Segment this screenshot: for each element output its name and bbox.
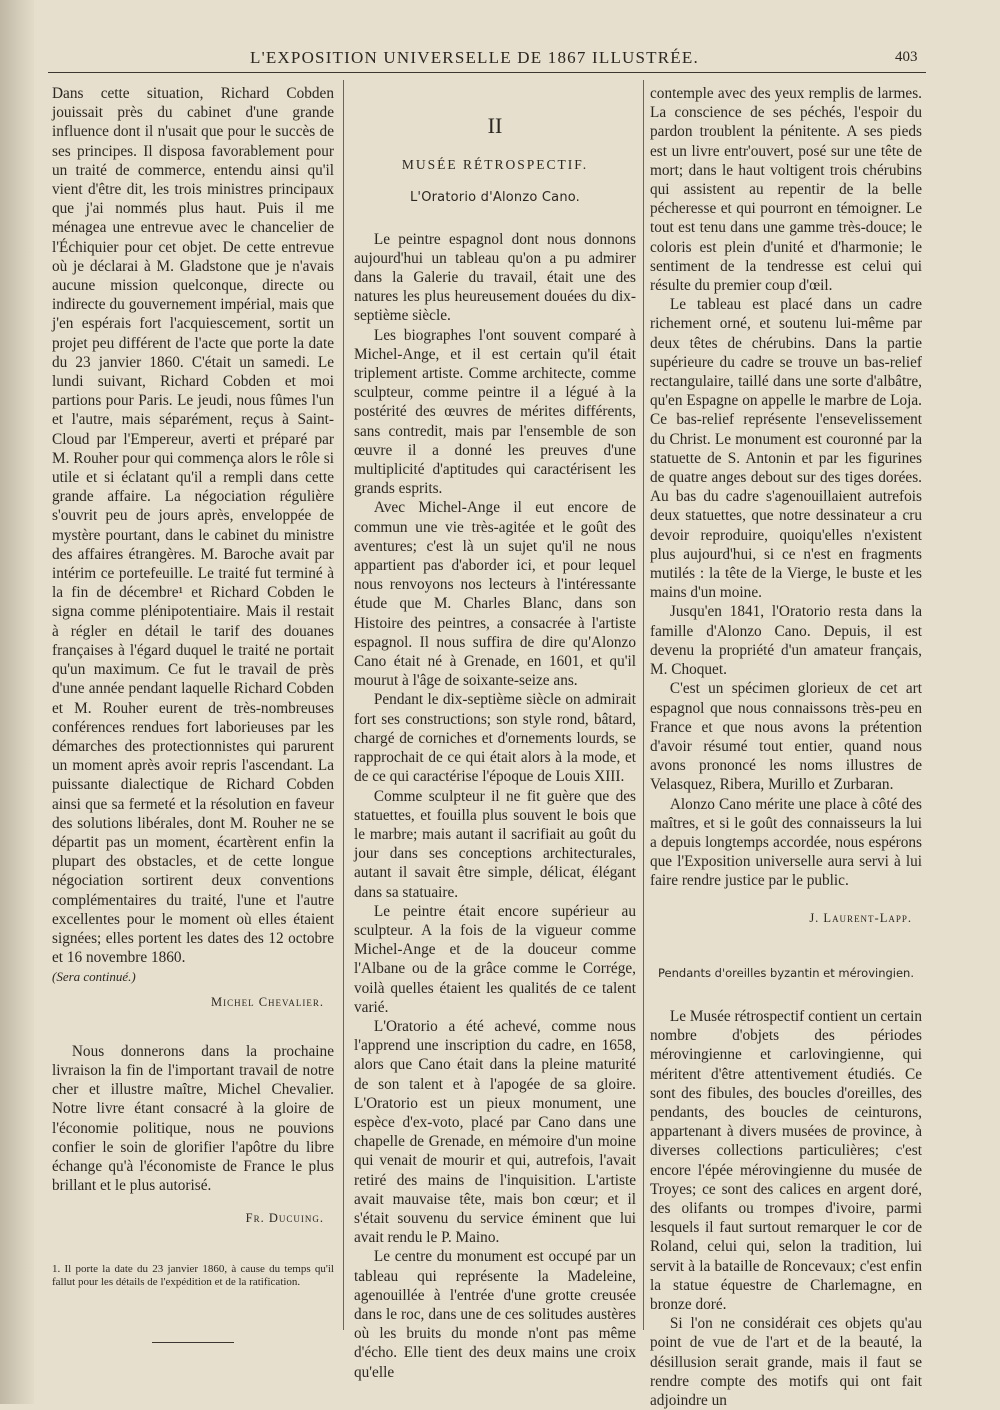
article-paragraph: Si l'on ne considérait ces objets qu'au point de vue de l'art et de la beauté, la désillusion serait grande, mais il faut se rendre compte des motifs qui ont fait adjoindre un [650,1315,922,1409]
section-title: MUSÉE RÉTROSPECTIF. [401,157,589,173]
editor-signature: Fr. Ducuing. [245,1211,324,1226]
article-paragraph: Pendant le dix-septième siècle on admirait fort ses constructions; son style rond, bâtard, chargé de corniches et d'ornements lourds, se rapprochait de ce qui était alors à la mode, et de ce qui caractérise l'époque de Louis XIII. [354,691,636,786]
column-3 [650,84,922,1410]
to-be-continued: (Sera continué.) [52,969,136,985]
footnote: 1. Il porte la date du 23 janvier 1860, à cause du temps qu'il fallut pour les détails de l'expédition et de la ratification. [52,1262,334,1289]
article-paragraph: Le tableau est placé dans un cadre richement orné, et soutenu lui-même par deux têtes de chérubins. Dans la partie supérieure du cadre se trouve un bas-relief rectangulaire, taillé dans une sorte d'albâtre, qu'en Espagne on appelle le marbre de Loja. Ce bas-relief représente l'ensevelissement du Christ. Le monument est couronné par la statuette de S. Antonin et par les figurines de quatre anges debout sur des tiges dorées. Au bas du cadre s'agenouillaient autrefois deux statuettes, que notre dessinateur a cru devoir reproduire, quoiqu'elles n'existent plus aujourd'hui, si ce n'est en fragments mutilés : la tête de la Vierge, le buste et les mains d'un moine. [650,296,922,602]
article-paragraph: Le peintre était encore supérieur au sculpteur. A la fois de la vigueur comme Michel-Ange et de la douceur comme l'Albane ou de la grâce comme le Corrége, voilà quelles étaient les qualités de ce talent varié. [354,902,636,1016]
article-subheading: Pendants d'oreilles byzantin et mérovingien. [658,965,914,980]
editor-note: Nous donnerons dans la prochaine livraison la fin de l'important travail de notre cher et illustre maître, Michel Chevalier. Notre livre étant consacré à la gloire de l'économie politique, nous ne pouvions confier le soin de glorifier l'apôtre du libre échange qu'à l'économiste de France le plus brillant et le plus autorisé. [52,1042,334,1195]
page-number: 403 [895,49,918,65]
article-paragraph: Jusqu'en 1841, l'Oratorio resta dans la famille d'Alonzo Cano. Depuis, il est devenu la propriété d'un amateur français, M. Choquet. [650,603,922,679]
section-number: II [487,113,503,138]
article-paragraph: Alonzo Cano mérite une place à côté des maîtres, et si le goût des connaisseurs la lui a depuis longtemps accordée, nous espérons que l'Exposition universelle aura servi à lui faire rendre justice par le public. [650,795,922,890]
article-paragraph: Comme sculpteur il ne fit guère que des statuettes, et fouilla plus souvent le bois que le marbre; mais autant il sacrifiait au goût du jour dans ses conceptions architecturales, autant il savait être simple, délicat, élégant dans sa statuaire. [354,787,636,901]
column-1 [52,84,334,1343]
article-paragraph: Avec Michel-Ange il eut encore de commun une vie très-agitée et le goût des aventures; c'est là un sujet qu'il ne nous appartient pas d'aborder ici, et pour lequel nous renvoyons nos lecteurs à l'intéressante étude que M. Charles Blanc, dans son Histoire des peintres, a consacrée à l'artiste espagnol. Il nous suffira de dire qu'Alonzo Cano était né à Grenade, en 1601, et qu'il mourut à l'âge de soixante-seize ans. [354,499,636,690]
article-paragraph: Le Musée rétrospectif contient un certain nombre d'objets des périodes mérovingienne et carlovingienne, qui méritent d'être attentivement étudiés. Ce sont des fibules, des boucles d'oreilles, des pendants, des boucles de ceinturons, appartenant à divers musées de province, à diverses collections particulières; c'est encore l'épée mérovingienne du musée de Troyes; ce sont des calices en argent doré, des olifants ou trompes d'ivoire, parmi lesquels il faut surtout remarquer le cor de Roland, celui qui, selon la tradition, lui servit à la bataille de Roncevaux; c'est enfin la statue équestre de Charlemagne, en bronze doré. [650,1007,922,1313]
article-paragraph: Le centre du monument est occupé par un tableau qui représente la Madeleine, agenouillée à l'entrée d'une grotte creusée dans le roc, dans une de ces solitudes austères où les bruits du monde n'ont pas même d'écho. Elle tient des deux mains une croix qu'elle [354,1248,636,1381]
running-header-title: L'EXPOSITION UNIVERSELLE DE 1867 ILLUSTRÉE. [250,48,699,67]
column-rule-1 [343,80,344,1330]
column-2 [354,84,636,1382]
article-subtitle: L'Oratorio d'Alonzo Cano. [409,190,581,206]
article-paragraph: L'Oratorio a été achevé, comme nous l'apprend une inscription du cadre, en 1658, alors que Cano était dans la pleine maturité de son talent et à l'apogée de sa gloire. L'Oratorio est un pieux monument, une espèce d'ex-voto, placé par Cano dans une chapelle de Grenade, en mémoire d'un moine qui venait de mourir et qui, autrefois, l'avait retiré des mains de l'inquisition. L'artiste avait mauvaise tête, mais bon cœur; et il s'était souvenu du service éminent que lui avait rendu le P. Maino. [354,1017,636,1247]
article-paragraph: contemple avec des yeux remplis de larmes. La conscience de ses péchés, l'espoir du pardon troublent la pénitente. A ses pieds est un livre entr'ouvert, posé sur une tête de mort; dans le haut voltigent trois chérubins qui assistent au repentir de la belle pécheresse et qui pourront en témoigner. Le tout est tenu dans une gamme très-douce; le coloris est plein d'unité et d'harmonie; le sentiment de la tendresse est celui qui résulte du premier coup d'œil. [650,85,922,295]
article-paragraph: Dans cette situation, Richard Cobden jouissait près du cabinet d'une grande influence dont il n'usait que pour le succès de ses principes. Il disposa favorablement pour un traité de commerce, entendu ainsi qu'il vient d'être dit, les trois ministres principaux que j'ai nommés plus haut. Puis il me ménagea une entrevue avec le chancelier de l'Échiquier pour cet objet. De cette entrevue où je déclarai à M. Gladstone que je n'avais aucune mission quelconque, directe ou indirecte du gouvernement impérial, mais que j'en espérais fort l'acquiescement, sortit un projet peu différent de l'acte que porte la date du 23 janvier 1860. C'était un samedi. Le lundi suivant, Richard Cobden et moi partions pour Paris. Le jeudi, nous fûmes l'un et l'autre, mais séparément, reçus à Saint-Cloud par l'Empereur, averti et préparé par M. Rouher pour qui commença alors le rôle si utile et si éclatant qu'il a rempli dans cette grande affaire. La négociation régulière s'ouvrit peu de jours après, enveloppée de mystère pourtant, dans le cabinet du ministre des affaires étrangères. M. Baroche avait par intérim ce portefeuille. Le traité fut terminé à la fin de décembre¹ et Richard Cobden le signa comme plénipotentiaire. Mais il restait à régler en détail le tarif des douanes françaises à l'égard duquel le traité ne portait qu'un maximum. Ce fut le travail de près d'une année pendant laquelle Richard Cobden et M. Rouher eurent de très-nombreuses conférences rendues fort laborieuses par les démarches des protectionnistes qui parurent un moment après avoir repris l'ascendant. La puissante dialectique de Richard Cobden ainsi que sa fermeté et la résolution en faveur des solutions libérales, dont M. Rouher ne se départit pas un moment, écartèrent enfin la plupart des obstacles, et de cette longue négociation sortirent deux conventions complémentaires du traité, l'une et l'autre excellentes pour le moment où elles étaient signées; elles portent les dates des 12 octobre et 16 novembre 1860. [52,85,334,967]
book-binding-edge [0,0,34,1404]
article-paragraph: Le peintre espagnol dont nous donnons aujourd'hui un tableau qu'on a pu admirer dans la Galerie du travail, était une des natures les plus heureusement douées du dix-septième siècle. [354,230,636,325]
author-signature: Michel Chevalier. [210,994,324,1009]
header-rule [48,72,926,73]
article-paragraph: C'est un spécimen glorieux de cet art espagnol que nous connaissons très-peu en France et que nous avons la prétention d'avoir résumé tout entier, quand nous avons prononcé les noms illustres de Velasquez, Ribera, Murillo et Zurbaran. [650,680,922,794]
article-paragraph: Les biographes l'ont souvent comparé à Michel-Ange, et il est certain qu'il était triplement artiste. Comme architecte, comme sculpteur, comme peintre il a légué à la postérité des œuvres de mérites différents, sans contredit, mais par l'ensemble de son œuvre il a donné les preuves d'une multiplicité d'aptitudes qui caractérisent les grands esprits. [354,326,636,498]
spacer [52,1012,334,1042]
author-signature: J. Laurent-Lapp. [809,910,912,925]
column-rule-2 [643,80,644,1330]
end-rule [152,1342,234,1343]
